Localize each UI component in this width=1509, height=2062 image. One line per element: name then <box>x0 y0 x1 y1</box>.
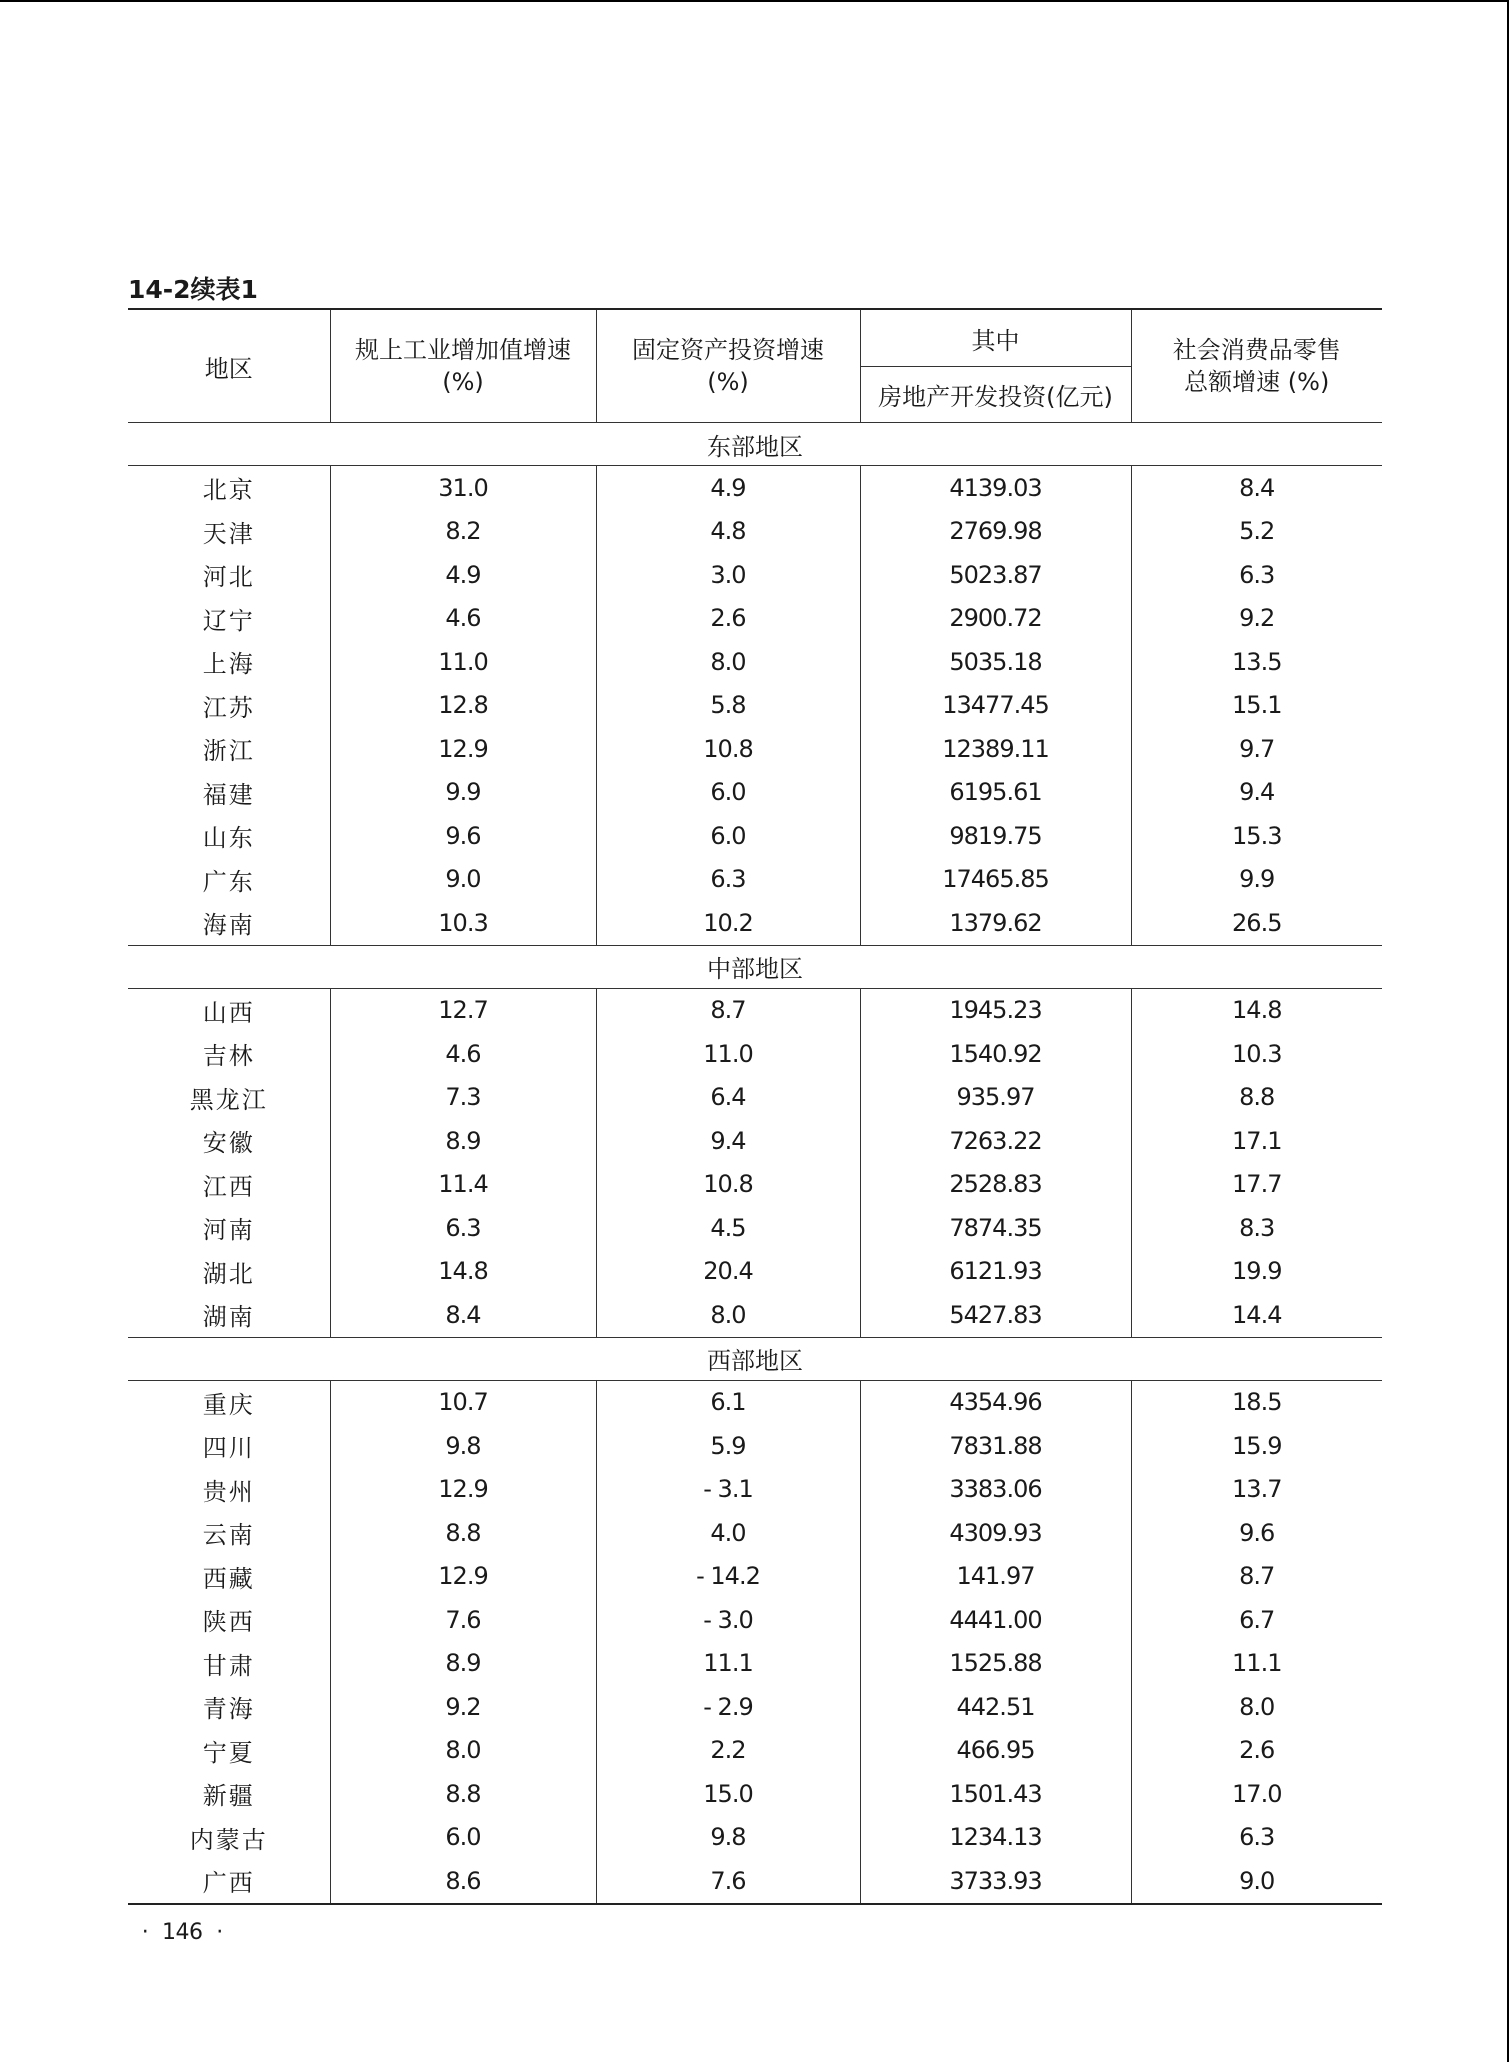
table-row <box>128 1511 1382 1555</box>
page-border-top <box>0 0 1509 2</box>
table-row <box>128 901 1382 945</box>
cell-industry-growth: 4.6 <box>330 1032 596 1076</box>
footer-dot-left: · <box>141 1920 149 1945</box>
cell-real-estate-investment: 5035.18 <box>860 640 1131 684</box>
cell-region-name: 江西 <box>202 1172 255 1201</box>
cell-retail-growth: 10.3 <box>1131 1032 1382 1076</box>
cell-real-estate-investment: 1945.23 <box>860 988 1131 1032</box>
table-row <box>128 727 1382 771</box>
cell-industry-growth: 4.6 <box>330 597 596 641</box>
section-label: 中部地区 <box>128 945 1382 988</box>
cell-real-estate-investment: 1540.92 <box>860 1032 1131 1076</box>
cell-real-estate-investment: 13477.45 <box>860 684 1131 728</box>
cell-industry-growth: 12.9 <box>330 1468 596 1512</box>
cell-industry-growth: 9.8 <box>330 1424 596 1468</box>
table-row <box>128 1468 1382 1512</box>
cell-region-name: 重庆 <box>202 1390 255 1419</box>
cell-region-name: 吉林 <box>202 1042 255 1071</box>
footer-dot-right: · <box>216 1920 223 1945</box>
cell-region-name: 陕西 <box>202 1608 255 1637</box>
cell-industry-growth: 8.8 <box>330 1511 596 1555</box>
header-real-estate-investment: 房地产开发投资(亿元) <box>860 367 1131 423</box>
cell-region-name: 西藏 <box>202 1564 255 1593</box>
section-header-row <box>128 945 1382 988</box>
cell-region-name: 黑龙江 <box>189 1085 268 1114</box>
table-row <box>128 640 1382 684</box>
cell-region-name: 河南 <box>202 1216 255 1245</box>
cell-real-estate-investment: 7831.88 <box>860 1424 1131 1468</box>
cell-industry-growth: 9.0 <box>330 858 596 902</box>
table-body <box>128 423 1382 1904</box>
cell-region-name: 安徽 <box>202 1129 255 1158</box>
cell-fixed-asset-growth: - 3.0 <box>596 1598 860 1642</box>
cell-fixed-asset-growth: 20.4 <box>596 1250 860 1294</box>
cell-retail-growth: 8.7 <box>1131 1555 1382 1599</box>
cell-region-name: 四川 <box>202 1434 255 1463</box>
cell-region-name: 福建 <box>202 780 255 809</box>
page-number: 146 <box>162 1920 203 1945</box>
page-footer <box>128 1920 237 1945</box>
cell-fixed-asset-growth: 6.0 <box>596 814 860 858</box>
cell-industry-growth: 31.0 <box>330 466 596 510</box>
table-row <box>128 1424 1382 1468</box>
cell-real-estate-investment: 12389.11 <box>860 727 1131 771</box>
cell-industry-growth: 8.4 <box>330 1293 596 1337</box>
cell-region-name: 湖南 <box>202 1303 255 1332</box>
cell-fixed-asset-growth: 10.2 <box>596 901 860 945</box>
cell-region-name: 云南 <box>202 1521 255 1550</box>
cell-fixed-asset-growth: 6.3 <box>596 858 860 902</box>
cell-fixed-asset-growth: 9.4 <box>596 1119 860 1163</box>
table-title: 14-2续表1 <box>128 275 258 304</box>
cell-region-name: 宁夏 <box>202 1738 255 1767</box>
cell-retail-growth: 11.1 <box>1131 1642 1382 1686</box>
cell-retail-growth: 13.5 <box>1131 640 1382 684</box>
section-header-row <box>128 423 1382 466</box>
cell-real-estate-investment: 7263.22 <box>860 1119 1131 1163</box>
section-header-row <box>128 1337 1382 1380</box>
table-row <box>128 1772 1382 1816</box>
cell-retail-growth: 6.7 <box>1131 1598 1382 1642</box>
cell-industry-growth: 11.4 <box>330 1163 596 1207</box>
cell-industry-growth: 10.3 <box>330 901 596 945</box>
cell-fixed-asset-growth: 11.1 <box>596 1642 860 1686</box>
table-row <box>128 597 1382 641</box>
cell-region-name: 北京 <box>202 476 255 505</box>
table-row <box>128 1555 1382 1599</box>
cell-retail-growth: 6.3 <box>1131 1816 1382 1860</box>
cell-fixed-asset-growth: 4.9 <box>596 466 860 510</box>
section-label: 东部地区 <box>128 423 1382 466</box>
section-label: 西部地区 <box>128 1337 1382 1380</box>
regional-stats-table <box>128 308 1382 1905</box>
cell-retail-growth: 18.5 <box>1131 1380 1382 1424</box>
cell-region-name: 甘肃 <box>202 1651 255 1680</box>
header-retail-growth: 社会消费品零售 总额增速 (%) <box>1131 309 1382 423</box>
table-row <box>128 1816 1382 1860</box>
cell-retail-growth: 14.4 <box>1131 1293 1382 1337</box>
table-row <box>128 858 1382 902</box>
cell-retail-growth: 8.0 <box>1131 1685 1382 1729</box>
table-header <box>128 309 1382 423</box>
cell-industry-growth: 12.7 <box>330 988 596 1032</box>
cell-industry-growth: 8.6 <box>330 1859 596 1904</box>
table-row <box>128 1293 1382 1337</box>
cell-retail-growth: 9.6 <box>1131 1511 1382 1555</box>
cell-industry-growth: 8.9 <box>330 1642 596 1686</box>
cell-region-name: 上海 <box>202 650 255 679</box>
table-row <box>128 814 1382 858</box>
cell-real-estate-investment: 5023.87 <box>860 553 1131 597</box>
cell-region-name: 辽宁 <box>202 606 255 635</box>
cell-region-name: 天津 <box>202 519 255 548</box>
cell-real-estate-investment: 1525.88 <box>860 1642 1131 1686</box>
table-row <box>128 510 1382 554</box>
cell-real-estate-investment: 2900.72 <box>860 597 1131 641</box>
cell-fixed-asset-growth: 6.4 <box>596 1076 860 1120</box>
cell-retail-growth: 15.9 <box>1131 1424 1382 1468</box>
cell-fixed-asset-growth: 8.7 <box>596 988 860 1032</box>
cell-retail-growth: 9.7 <box>1131 727 1382 771</box>
cell-region-name: 海南 <box>202 911 255 940</box>
cell-fixed-asset-growth: 4.8 <box>596 510 860 554</box>
cell-real-estate-investment: 6195.61 <box>860 771 1131 815</box>
cell-region-name: 湖北 <box>202 1259 255 1288</box>
table-row <box>128 1206 1382 1250</box>
cell-industry-growth: 4.9 <box>330 553 596 597</box>
cell-fixed-asset-growth: 7.6 <box>596 1859 860 1904</box>
cell-retail-growth: 15.3 <box>1131 814 1382 858</box>
cell-fixed-asset-growth: 5.9 <box>596 1424 860 1468</box>
table-row <box>128 1163 1382 1207</box>
table-row <box>128 1380 1382 1424</box>
cell-industry-growth: 9.2 <box>330 1685 596 1729</box>
cell-region-name: 广东 <box>202 867 255 896</box>
cell-region-name: 江苏 <box>202 693 255 722</box>
cell-industry-growth: 7.6 <box>330 1598 596 1642</box>
cell-retail-growth: 8.3 <box>1131 1206 1382 1250</box>
cell-fixed-asset-growth: 11.0 <box>596 1032 860 1076</box>
cell-retail-growth: 9.9 <box>1131 858 1382 902</box>
table-row <box>128 1729 1382 1773</box>
cell-retail-growth: 2.6 <box>1131 1729 1382 1773</box>
cell-real-estate-investment: 1501.43 <box>860 1772 1131 1816</box>
cell-fixed-asset-growth: 8.0 <box>596 640 860 684</box>
header-fixed-asset-growth: 固定资产投资增速 (%) <box>596 309 860 423</box>
cell-real-estate-investment: 2528.83 <box>860 1163 1131 1207</box>
table-row <box>128 1032 1382 1076</box>
cell-real-estate-investment: 935.97 <box>860 1076 1131 1120</box>
cell-real-estate-investment: 4139.03 <box>860 466 1131 510</box>
table-row <box>128 466 1382 510</box>
header-region: 地区 <box>128 309 330 423</box>
cell-industry-growth: 9.9 <box>330 771 596 815</box>
cell-region-name: 浙江 <box>202 737 255 766</box>
cell-industry-growth: 8.9 <box>330 1119 596 1163</box>
cell-industry-growth: 14.8 <box>330 1250 596 1294</box>
cell-real-estate-investment: 9819.75 <box>860 814 1131 858</box>
cell-industry-growth: 12.9 <box>330 1555 596 1599</box>
table-row <box>128 684 1382 728</box>
cell-region-name: 广西 <box>128 1859 330 1904</box>
cell-fixed-asset-growth: 3.0 <box>596 553 860 597</box>
cell-retail-growth: 8.4 <box>1131 466 1382 510</box>
cell-retail-growth: 5.2 <box>1131 510 1382 554</box>
cell-retail-growth: 13.7 <box>1131 1468 1382 1512</box>
cell-fixed-asset-growth: 2.2 <box>596 1729 860 1773</box>
cell-industry-growth: 6.3 <box>330 1206 596 1250</box>
cell-industry-growth: 8.2 <box>330 510 596 554</box>
cell-region-name: 新疆 <box>202 1782 255 1811</box>
cell-retail-growth: 9.4 <box>1131 771 1382 815</box>
cell-real-estate-investment: 17465.85 <box>860 858 1131 902</box>
cell-real-estate-investment: 3733.93 <box>860 1859 1131 1904</box>
table-row <box>128 771 1382 815</box>
cell-real-estate-investment: 5427.83 <box>860 1293 1131 1337</box>
cell-retail-growth: 19.9 <box>1131 1250 1382 1294</box>
cell-industry-growth: 6.0 <box>330 1816 596 1860</box>
cell-fixed-asset-growth: 10.8 <box>596 1163 860 1207</box>
cell-real-estate-investment: 1234.13 <box>860 1816 1131 1860</box>
cell-fixed-asset-growth: 2.6 <box>596 597 860 641</box>
cell-real-estate-investment: 3383.06 <box>860 1468 1131 1512</box>
cell-real-estate-investment: 4354.96 <box>860 1380 1131 1424</box>
cell-retail-growth: 6.3 <box>1131 553 1382 597</box>
table-row <box>128 553 1382 597</box>
cell-industry-growth: 8.8 <box>330 1772 596 1816</box>
cell-fixed-asset-growth: 8.0 <box>596 1293 860 1337</box>
table-row <box>128 988 1382 1032</box>
cell-fixed-asset-growth: 15.0 <box>596 1772 860 1816</box>
cell-real-estate-investment: 4441.00 <box>860 1598 1131 1642</box>
cell-fixed-asset-growth: - 2.9 <box>596 1685 860 1729</box>
cell-retail-growth: 9.2 <box>1131 597 1382 641</box>
cell-fixed-asset-growth: 5.8 <box>596 684 860 728</box>
header-of-which: 其中 <box>860 309 1131 367</box>
cell-retail-growth: 15.1 <box>1131 684 1382 728</box>
cell-region-name: 贵州 <box>202 1477 255 1506</box>
cell-region-name: 内蒙古 <box>189 1825 268 1854</box>
cell-real-estate-investment: 7874.35 <box>860 1206 1131 1250</box>
table-row <box>128 1859 1382 1904</box>
cell-retail-growth: 9.0 <box>1131 1859 1382 1904</box>
cell-real-estate-investment: 141.97 <box>860 1555 1131 1599</box>
cell-retail-growth: 14.8 <box>1131 988 1382 1032</box>
cell-region-name: 山东 <box>202 824 255 853</box>
table-row <box>128 1250 1382 1294</box>
cell-region-name: 河北 <box>202 563 255 592</box>
cell-industry-growth: 9.6 <box>330 814 596 858</box>
cell-region-name: 山西 <box>202 998 255 1027</box>
cell-industry-growth: 10.7 <box>330 1380 596 1424</box>
cell-retail-growth: 17.7 <box>1131 1163 1382 1207</box>
cell-retail-growth: 26.5 <box>1131 901 1382 945</box>
cell-fixed-asset-growth: 4.5 <box>596 1206 860 1250</box>
cell-real-estate-investment: 1379.62 <box>860 901 1131 945</box>
header-industry-growth: 规上工业增加值增速 (%) <box>330 309 596 423</box>
cell-fixed-asset-growth: - 3.1 <box>596 1468 860 1512</box>
table-row <box>128 1685 1382 1729</box>
cell-real-estate-investment: 2769.98 <box>860 510 1131 554</box>
cell-industry-growth: 12.9 <box>330 727 596 771</box>
cell-industry-growth: 11.0 <box>330 640 596 684</box>
cell-fixed-asset-growth: 6.1 <box>596 1380 860 1424</box>
cell-region-name: 青海 <box>202 1695 255 1724</box>
cell-fixed-asset-growth: - 14.2 <box>596 1555 860 1599</box>
cell-retail-growth: 17.0 <box>1131 1772 1382 1816</box>
table-row <box>128 1598 1382 1642</box>
cell-fixed-asset-growth: 10.8 <box>596 727 860 771</box>
cell-fixed-asset-growth: 6.0 <box>596 771 860 815</box>
table-row <box>128 1642 1382 1686</box>
cell-retail-growth: 17.1 <box>1131 1119 1382 1163</box>
cell-industry-growth: 12.8 <box>330 684 596 728</box>
table-row <box>128 1119 1382 1163</box>
cell-retail-growth: 8.8 <box>1131 1076 1382 1120</box>
cell-fixed-asset-growth: 9.8 <box>596 1816 860 1860</box>
cell-fixed-asset-growth: 4.0 <box>596 1511 860 1555</box>
cell-real-estate-investment: 466.95 <box>860 1729 1131 1773</box>
cell-real-estate-investment: 442.51 <box>860 1685 1131 1729</box>
cell-industry-growth: 7.3 <box>330 1076 596 1120</box>
cell-real-estate-investment: 4309.93 <box>860 1511 1131 1555</box>
cell-industry-growth: 8.0 <box>330 1729 596 1773</box>
cell-real-estate-investment: 6121.93 <box>860 1250 1131 1294</box>
table-row <box>128 1076 1382 1120</box>
